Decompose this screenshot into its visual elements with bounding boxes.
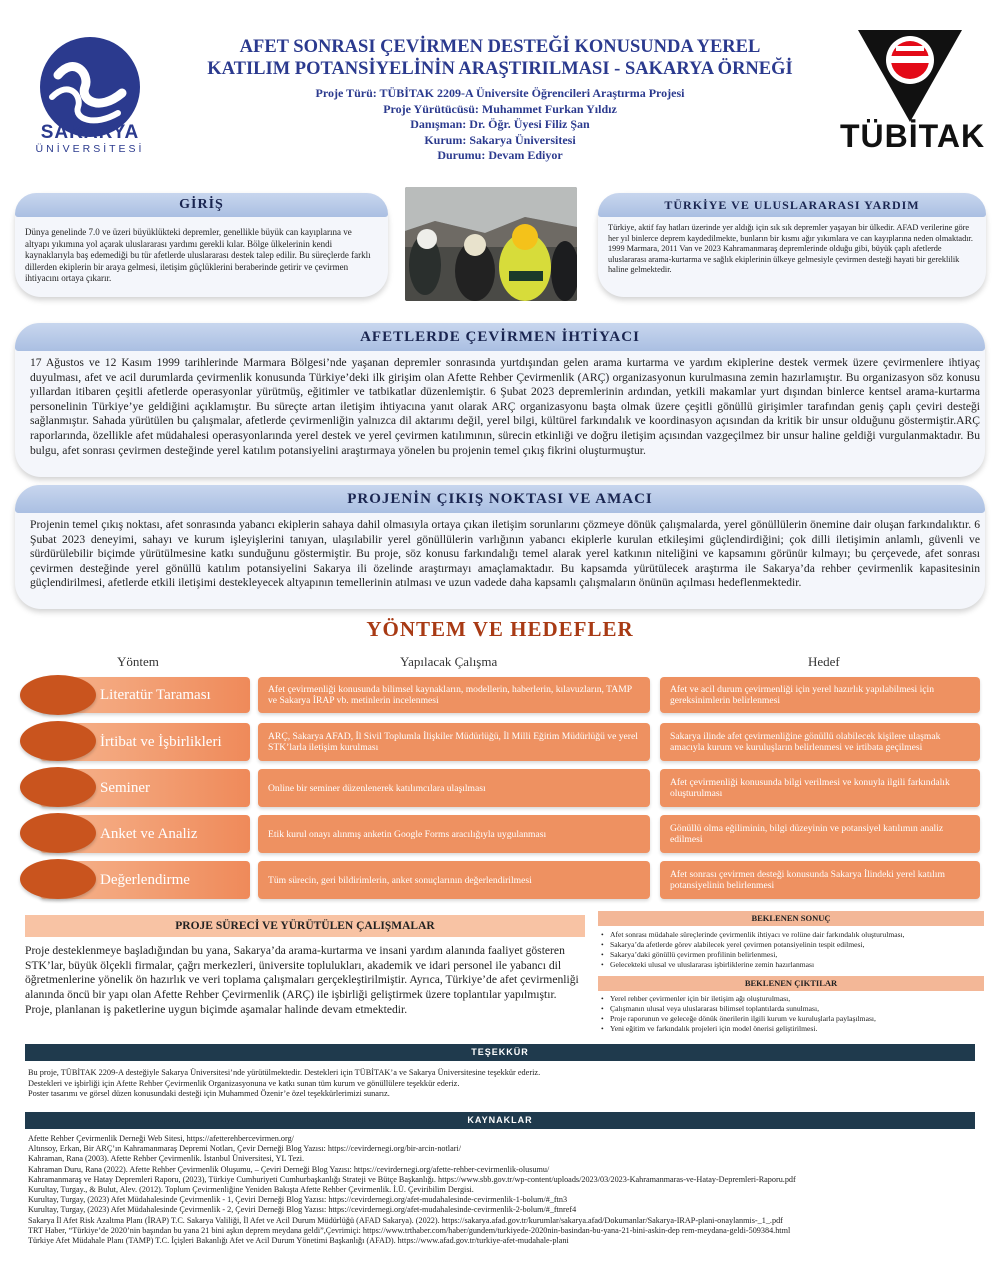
reference-item: Kurultay, Turgay, (2023) Afet Müdahalesinde Çevirmenlik - 2, Çeviri Derneği Blog Yazısı: https://cevirdernegi.org/afet-mudahalesinde-cevirmenlik-2-bolum/#_ftnref4 bbox=[28, 1205, 577, 1215]
tubitak-logo-icon bbox=[850, 24, 970, 124]
giris-text: Dünya genelinde 7.0 ve üzeri büyüklükteki depremler, genellikle büyük can kayıplarına ve altyapı yıkımına yol açarak uluslararası yardımı gerekli kılar. Bölge ülkelerinin kendi kaynaklarıyla baş edemediği bu tür afetlerde uluslararası destek talep edilir. Bu süreçlerde farklı dillerden ekiplerin bir araya gelmesi, iletişim güçlüklerini beraberinde getirir ve çevirmen ihtiyacını ortaya çıkarır. bbox=[25, 227, 371, 283]
col-header-goal: Hedef bbox=[808, 654, 840, 669]
list-item: • Afet sonrası müdahale süreçlerinde çevirmenlik ihtiyacı ve rolüne dair farkındalık oluşturulması, bbox=[600, 930, 984, 940]
tesekkur-line: Poster tasarımı ve görsel düzen konusundaki desteği için Muhammed Özenir’e özel teşekkürlerimizi sunarız. bbox=[28, 1089, 390, 1098]
method-work: Tüm sürecin, geri bildirimlerin, anket sonuçlarının değerlendirilmesi bbox=[258, 861, 650, 899]
method-bullet bbox=[20, 675, 96, 715]
beklenen-sonuc-heading: BEKLENEN SONUÇ bbox=[598, 911, 984, 926]
reference-item: Sakarya İl Afet Risk Azaltma Planı (İRAP) T.C. Sakarya Valiliği, İl Afet ve Acil Durum Müdürlüğü (AFAD Sakarya). (2022). https://sakarya.afad.gov.tr/kurumlar/sakarya.afad/Dokumanlar/Sakarya-IRAP-plani-onaylanmis-_1_.pdf bbox=[28, 1215, 783, 1225]
tesekkur-text bbox=[28, 1068, 978, 1100]
list-item: • Proje raporunun ve geleceğe dönük önerilerin ilgili kurum ve kuruluşlarla paylaşılması, bbox=[600, 1014, 984, 1024]
method-goal: Afet çevirmenliği konusunda bilgi verilmesi ve konuyla ilgili farkındalık oluşturulması bbox=[660, 769, 980, 807]
tesekkur-line: Destekleri ve işbirliği için Afette Rehber Çevirmenlik Organizasyonuna ve katkı sunan tüm kurum ve gönüllülere teşekkür ederiz. bbox=[28, 1078, 460, 1088]
meta-executive: Proje Yürütücüsü: Muhammet Furkan Yıldız bbox=[383, 101, 617, 116]
method-bullet bbox=[20, 859, 96, 899]
method-work: Etik kurul onayı alınmış anketin Google Forms aracılığıyla uygulanması bbox=[258, 815, 650, 853]
list-item: • Sakarya’da afetlerde görev alabilecek yerel çevirmen potansiyelinin tespit edilmesi, bbox=[600, 940, 984, 950]
col-header-work: Yapılacak Çalışma bbox=[400, 654, 498, 669]
reference-item: Kahraman, Rana (2003). Afette Rehber Çevirmenlik. İstanbul Üniversitesi, YL Tezi. bbox=[28, 1154, 305, 1164]
amac-heading: PROJENİN ÇIKIŞ NOKTASI VE AMACI bbox=[15, 485, 985, 513]
method-goal: Sakarya ilinde afet çevirmenliğine gönüllü olabilecek kişilere ulaşmak amacıyla kurum ve kuruluşların belirlenmesi ve irtibata geçilmesi bbox=[660, 723, 980, 761]
list-item: • Yerel rehber çevirmenler için bir iletişim ağı oluşturulması, bbox=[600, 994, 984, 1004]
reference-item: Türkiye Afet Müdahale Planı (TAMP) T.C. İçişleri Bakanlığı Afet ve Acil Durum Yönetimi Başkanlığı (AFAD). https://www.afad.gov.tr/turkiye-afet-mudahale-plani bbox=[28, 1236, 569, 1246]
reference-item: TRT Haber, “Türkiye’de 2020’nin başından bu yana 21 bini aşkın deprem meydana geldi”,Çevrimiçi: https://www.trthaber.com/haber/gundem/turkiyede-2020nin-basindan-bu-yana-21-bini-askin-dep rem-meydana-geldi-509384.html bbox=[28, 1225, 791, 1235]
reference-item: Kurultay, Turgay, (2023) Afet Müdahalesinde Çevirmenlik - 1, Çeviri Derneği Blog Yazısı: https://cevirdernegi.org/afet-mudahalesinde-cevirmenlik-1-bolum/#_ftn3 bbox=[28, 1195, 568, 1205]
meta-institution: Kurum: Sakarya Üniversitesi bbox=[424, 132, 576, 147]
turkiye-heading: TÜRKİYE VE ULUSLARARASI YARDIM bbox=[598, 193, 986, 217]
tesekkur-line: Bu proje, TÜBİTAK 2209-A desteğiyle Sakarya Üniversitesi’nde yürütülmektedir. Destekleri için TÜBİTAK’a ve Sakarya Üniversitesine teşekkür ederiz. bbox=[28, 1068, 541, 1077]
turkiye-text: Türkiye, aktif fay hatları üzerinde yer aldığı için sık sık depremler yaşayan bir ülkedir. AFAD verilerine göre her yıl binlerce deprem kaydedilmekte, bunların bir kısmı ağır yıkımlara ve can kayıplarına neden olmaktadır. 1999 Marmara, 2011 Van ve 2023 Kahramanmaraş depremlerinde olduğu gibi, büyük çaplı afetlerde uluslararası arama-kurtarma ve sağlık ekiplerinin ülkeye gelmesiyle çevirmen desteği hayati bir gereklilik haline gelmektedir. bbox=[608, 223, 973, 275]
amac-text: Projenin temel çıkış noktası, afet sonrasında yabancı ekiplerin sahaya dahil olmasıyla ortaya çıkan iletişim sorunlarını çözmeye dönük çalışmalarda, yerel gönüllülerin önemine dair oluşan farkındalıktır. 6 Şubat 2023 deneyimi, sahayı ve kurum işleyişlerini tanıyan, ulaşılabilir yerel gönüllülerin varlığının yabancı ekiplerle kurulan etkileşimi güçlendirdiğini; çok dilli iletişimin anlamlı, güvenli ve sürdürülebilir biçimde yürütülmesine katkı sunduğunu göstermiştir. Bu proje, söz konusu farkındalığı temel alarak yerel katkının niteliğini ve kapsamını görünür kılmayı; bu çerçevede, afet sonrası çevirmen desteğinde yerel gönüllü katılım potansiyelini Sakarya ili özelinde araştırmayı amaçlamaktadır. Bu kapsamda yürütülecek araştırma ile Sakarya’da rehber çevirmenlik kapasitesinin güçlendirilmesi, afetlerde etkili iletişimi destekleyecek altyapının temellerinin atılması ve uzun vadede daha kapsamlı çalışmaların önünün açılması hedeflenmektedir. bbox=[30, 518, 980, 590]
reference-item: Kahraman Duru, Rana (2022). Afette Rehber Çevirmenlik Oluşumu, – Çeviri Derneği Blog Yazısı: https://cevirdernegi.org/afette-rehber-cevirmenlik-olusumu/ bbox=[28, 1164, 550, 1174]
method-label: Literatür Taraması bbox=[40, 677, 250, 713]
beklenen-sonuc-list bbox=[600, 930, 984, 970]
method-work: Afet çevirmenliği konusunda bilimsel kaynakların, modellerin, haberlerin, kılavuzların, TAMP ve Sakarya İRAP vb. metinlerin incelenmesi bbox=[258, 677, 650, 713]
tubitak-logo-name: TÜBİTAK bbox=[840, 118, 986, 154]
rescue-team-photo bbox=[405, 187, 577, 301]
list-item: • Sakarya’daki gönüllü çevirmen profilinin belirlenmesi, bbox=[600, 950, 984, 960]
method-goal: Afet ve acil durum çevirmenliği için yerel hazırlık yapılabilmesi için gereksinimlerin belirlenmesi bbox=[660, 677, 980, 713]
surec-heading: PROJE SÜRECİ VE YÜRÜTÜLEN ÇALIŞMALAR bbox=[25, 915, 585, 937]
tesekkur-heading: TEŞEKKÜR bbox=[25, 1044, 975, 1061]
kaynaklar-list bbox=[28, 1134, 988, 1246]
kaynaklar-heading: KAYNAKLAR bbox=[25, 1112, 975, 1129]
reference-item: Kurultay, Turgay., & Bulut, Alev. (2012). Toplum Çevirmenliğine Yeniden Bakışta Afette Rehber Çevirmenlik. İ.Ü. Çeviribilim Dergisi. bbox=[28, 1185, 474, 1195]
list-item: • Yeni eğitim ve farkındalık projeleri için model önerisi geliştirilmesi. bbox=[600, 1024, 984, 1034]
method-label: Seminer bbox=[40, 769, 250, 807]
beklenen-cikti-heading: BEKLENEN ÇIKTILAR bbox=[598, 976, 984, 991]
meta-status: Durumu: Devam Ediyor bbox=[437, 148, 563, 162]
sakarya-logo-name: SAKARYA bbox=[40, 122, 140, 143]
method-goal: Afet sonrası çevirmen desteği konusunda Sakarya İlindeki yerel katılım potansiyelinin belirlenmesi bbox=[660, 861, 980, 899]
col-header-method: Yöntem bbox=[117, 654, 159, 669]
reference-item: Altınsoy, Erkan, Bir ARÇ’ın Kahramanmaraş Depremi Notları, Çevir Derneği Blog Yazısı: https://cevirdernegi.org/bir-arcin-notlari/ bbox=[28, 1144, 461, 1154]
method-label: İrtibat ve İşbirlikleri bbox=[40, 723, 250, 761]
poster-title-line1: AFET SONRASI ÇEVİRMEN DESTEĞİ KONUSUNDA YEREL bbox=[239, 37, 761, 57]
yontem-heading: YÖNTEM VE HEDEFLER bbox=[366, 617, 634, 641]
ihtiyac-text: 17 Ağustos ve 12 Kasım 1999 tarihlerinde Marmara Bölgesi’nde yaşanan depremler sonrasında yurtdışından gelen arama kurtarma ve yardım ekiplerine destek vermek üzere çevirmenlere ihtiyaç duyulması, afet ve acil durumlarda çevirmenlik konusunda Türkiye’deki ilk girişim olan Afette Rehber Çevirmenlik (ARÇ) organizasyonun kurulmasına zemin hazırlamıştır. Bu organizasyon söz konusu yıllardan itibaren çeşitli afetlerde operasyonlar yürütmüş, eğitimler ve tatbikatlar düzenlemiştir. 6 Şubat 2023 depremlerinin ardından, yetkili makamlar yurt dışından binlerce kentsel arama-kurtarma personelinin Türkiye’ye geldiğini açıklamıştır. Bu süreçte artan iletişim ihtiyacına yanıt olarak ARÇ organizasyonu başta olmak üzere çeşitli gönüllü girişimler tarafından geniş çaplı çeviri desteği sağlanmıştır. Sahada yürütülen bu çalışmalar, afetlerde çevirmenliğin yalnızca dil aktarımı değil, yerel bilgi, kültürel farkındalık ve koordinasyon açısından da kritik bir unsur olduğunu göstermiştir.ARÇ raporlarında, özellikle afet müdahalesi operasyonlarında yerel destek ve yerel çevirmen katılımının, sürecin etkinliği ve doğru iletişim açısından vazgeçilmez bir unsur haline geldiği vurgulanmaktadır. Bu bulgu, afet sonrası çevirmen desteğinde yerel katılım potansiyelini araştırmaya yönelen bu projenin temel çıkış fikrini oluşturmuştur. bbox=[30, 356, 980, 457]
project-meta bbox=[165, 86, 835, 164]
poster-title bbox=[165, 36, 835, 80]
meta-project-type: Proje Türü: TÜBİTAK 2209-A Üniversite Öğrencileri Araştırma Projesi bbox=[315, 86, 685, 100]
list-item: • Gelecekteki ulusal ve uluslararası işbirliklerine zemin hazırlanması bbox=[600, 960, 984, 970]
method-work: ARÇ, Sakarya AFAD, İl Sivil Toplumla İlişkiler Müdürlüğü, İl Milli Eğitim Müdürlüğü ve yerel STK’larla iletişim kurulması bbox=[258, 723, 650, 761]
method-label: Değerlendirme bbox=[40, 861, 250, 899]
reference-item: Afette Rehber Çevirmenlik Derneği Web Sitesi, https://afetterehbercevirmen.org/ bbox=[28, 1134, 294, 1143]
method-bullet bbox=[20, 813, 96, 853]
meta-advisor: Danışman: Dr. Öğr. Üyesi Filiz Şan bbox=[410, 117, 590, 131]
list-item: • Çalışmanın ulusal veya uluslararası bilimsel toplantılarda sunulması, bbox=[600, 1004, 984, 1014]
method-work: Online bir seminer düzenlenerek katılımcılara ulaşılması bbox=[258, 769, 650, 807]
giris-heading: GİRİŞ bbox=[15, 193, 388, 217]
surec-text: Proje desteklenmeye başladığından bu yana, Sakarya’da arama-kurtarma ve insani yardım alanında faaliyet gösteren STK’lar, büyük ölçekli firmalar, çağrı merkezleri, üniversite toplulukları, akademik ve idari personel ile yabancı dil öğretmenlerine yönelik ön hazırlık ve veri toplama çalışmaları gerçekleştirilmiştir. Ayrıca, Türkiye’de afet çevirmenliği alanında öncü bir yapı olan Afette Rehber Çevirmenlik (ARÇ) ile işbirliği geliştirmek üzere toplantılar yapılmıştır. Proje, planlanan iş paketlerine uygun biçimde aşamalar halinde devam etmektedir. bbox=[25, 944, 579, 1016]
method-label: Anket ve Analiz bbox=[40, 815, 250, 853]
poster-title-line2: KATILIM POTANSİYELİNİN ARAŞTIRILMASI - SAKARYA ÖRNEĞİ bbox=[207, 59, 793, 79]
method-bullet bbox=[20, 721, 96, 761]
ihtiyac-heading: AFETLERDE ÇEVİRMEN İHTİYACI bbox=[15, 323, 985, 351]
method-goal: Gönüllü olma eğiliminin, bilgi düzeyinin ve potansiyel katılımın analiz edilmesi bbox=[660, 815, 980, 853]
beklenen-cikti-list bbox=[600, 994, 984, 1034]
sakarya-logo-subtitle: ÜNİVERSİTESİ bbox=[35, 143, 145, 155]
method-bullet bbox=[20, 767, 96, 807]
reference-item: Kahramanmaraş ve Hatay Depremleri Raporu, (2023), Türkiye Cumhuriyeti Cumhurbaşkanlığı Strateji ve Bütçe Başkanlığı. https://www.sbb.gov.tr/wp-content/uploads/2023/03/2023-Kahramanmaras-ve-Hatay-Depremleri-Raporu.pdf bbox=[28, 1174, 796, 1184]
